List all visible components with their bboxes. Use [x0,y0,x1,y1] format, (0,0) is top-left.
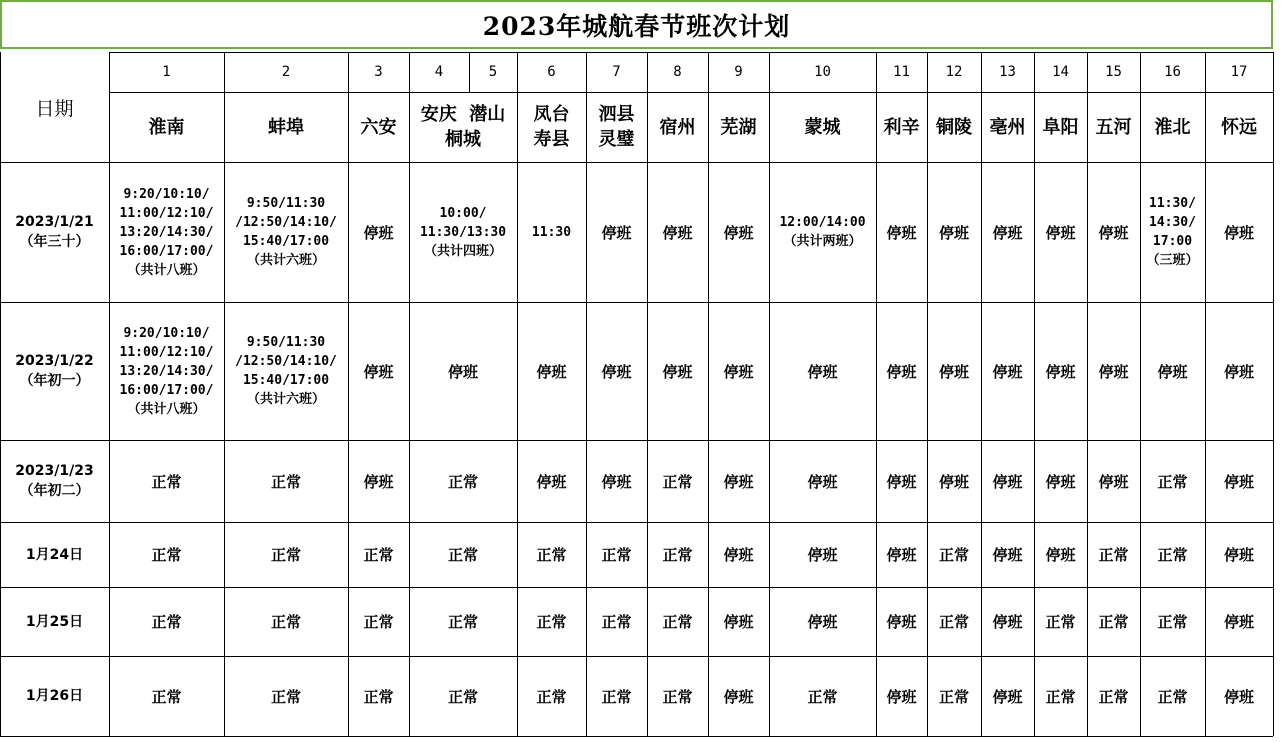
grid-line [1034,52,1035,736]
schedule-cell: 正常 [270,613,301,631]
city-header: 阜阳 [1042,116,1079,138]
column-number: 15 [1105,64,1122,80]
date-cell: 1月26日 [25,688,84,704]
city-header: 亳州 [989,116,1026,138]
column-number: 13 [999,64,1016,80]
grid-line [0,736,1273,737]
schedule-cell: 停班 [601,223,632,242]
schedule-cell: 正常 [1098,687,1129,706]
schedule-cell: 停班 [1098,362,1129,381]
schedule-cell: 正常 [938,546,969,564]
schedule-cell: 停班 [938,472,969,491]
schedule-cell: 停班 [1223,362,1254,381]
schedule-cell: 正常 [662,687,693,706]
schedule-cell: 停班 [723,687,754,706]
schedule-cell: 停班 [807,362,838,381]
column-number: 1 [162,64,171,80]
schedule-cell: 正常 [662,613,693,631]
schedule-cell: 正常 [662,472,693,491]
city-header: 利辛 [883,116,920,138]
schedule-cell: 11:30 [531,224,572,240]
column-number: 17 [1230,64,1248,80]
grid-line [647,52,648,736]
date-cell: 2023/1/23 （年初二） [15,463,94,499]
schedule-cell: 停班 [992,546,1023,564]
city-header: 安庆 潜山 桐城 [420,104,506,150]
schedule-cell: 停班 [536,472,567,491]
schedule-cell: 正常 [270,546,301,564]
city-header: 宿州 [659,116,696,138]
schedule-cell: 停班 [363,223,394,242]
schedule-cell: 停班 [723,472,754,491]
schedule-cell: 正常 [1157,687,1188,706]
schedule-cell: 停班 [886,362,917,381]
schedule-cell: 正常 [1045,613,1076,631]
schedule-cell: 停班 [1098,472,1129,491]
schedule-cell: 停班 [723,362,754,381]
schedule-cell: 正常 [270,472,301,491]
schedule-cell: 正常 [536,613,567,631]
city-header: 泗县 灵璧 [598,104,635,150]
grid-line [876,52,877,736]
schedule-cell: 正常 [447,687,478,706]
schedule-cell: 正常 [447,613,478,631]
schedule-cell: 停班 [662,223,693,242]
schedule-cell: 停班 [992,613,1023,631]
schedule-cell: 停班 [1098,223,1129,242]
schedule-cell: 9:50/11:30 /12:50/14:10/ 15:40/17:00 （共计六班） [235,196,337,268]
schedule-cell: 正常 [1157,613,1188,631]
grid-line [109,52,110,736]
schedule-cell: 正常 [447,546,478,564]
schedule-cell: 停班 [886,546,917,564]
grid-line [769,52,770,736]
date-cell: 2023/1/21 （年三十） [15,214,94,250]
grid-line [409,52,410,736]
schedule-cell: 9:20/10:10/ 11:00/12:10/ 13:20/14:30/ 16:00/17:00/ （共计八班） [119,325,214,417]
schedule-cell: 正常 [601,546,632,564]
schedule-cell: 停班 [886,613,917,631]
schedule-cell: 9:50/11:30 /12:50/14:10/ 15:40/17:00 （共计六班） [235,335,337,407]
schedule-cell: 10:00/ 11:30/13:30 （共计四班） [419,205,507,259]
schedule-cell: 停班 [1223,687,1254,706]
schedule-cell: 停班 [807,613,838,631]
schedule-cell: 停班 [886,223,917,242]
city-header: 芜湖 [720,116,757,138]
schedule-cell: 停班 [1223,613,1254,631]
city-header: 铜陵 [936,116,972,138]
column-number: 14 [1052,64,1069,80]
city-header: 淮北 [1154,116,1191,138]
right-margin [1274,0,1281,742]
schedule-cell: 正常 [151,687,182,706]
schedule-cell: 停班 [807,472,838,491]
column-number: 5 [488,64,498,80]
city-header: 六安 [360,116,397,138]
schedule-cell: 正常 [1045,687,1076,706]
column-number: 7 [612,64,621,80]
date-cell: 1月24日 [25,546,84,563]
column-number: 11 [893,64,910,80]
schedule-cell: 停班 [886,687,917,706]
schedule-cell: 正常 [1157,546,1188,564]
column-number: 10 [814,64,831,80]
column-number: 9 [734,64,743,80]
schedule-cell: 正常 [447,472,478,491]
date-header: 日期 [35,97,74,120]
schedule-cell: 停班 [601,472,632,491]
schedule-cell: 11:30/ 14:30/ 17:00 （三班） [1146,196,1199,268]
schedule-cell: 正常 [151,613,182,631]
city-header: 五河 [1095,116,1132,138]
schedule-cell: 停班 [992,687,1023,706]
grid-line [981,52,982,736]
grid-line [469,52,470,92]
city-header: 蚌埠 [268,116,304,138]
grid-line [348,52,349,736]
grid-line [0,440,1273,441]
city-header: 凤台 寿县 [533,104,570,150]
schedule-cell: 停班 [1223,546,1254,564]
date-cell: 1月25日 [25,613,84,630]
schedule-cell: 停班 [363,362,394,381]
schedule-cell: 正常 [1157,472,1188,491]
city-header: 淮南 [148,116,185,138]
grid-line [0,52,1,736]
grid-line [109,52,1273,53]
schedule-cell: 停班 [363,472,394,491]
grid-line [0,587,1273,588]
schedule-cell: 停班 [536,362,567,381]
schedule-cell: 停班 [886,472,917,491]
grid-line [927,52,928,736]
schedule-cell: 正常 [662,546,693,564]
schedule-cell: 正常 [807,687,838,706]
schedule-cell: 停班 [807,546,838,564]
schedule-cell: 正常 [151,472,182,491]
schedule-cell: 停班 [1157,362,1188,381]
schedule-cell: 正常 [938,613,969,631]
column-number: 4 [434,64,444,80]
column-number: 6 [547,64,556,80]
schedule-cell: 停班 [723,546,754,564]
schedule-cell: 停班 [938,362,969,381]
page-title: 2023年城航春节班次计划 [0,0,1273,49]
schedule-cell: 停班 [601,362,632,381]
column-number: 2 [281,64,291,80]
grid-line [0,302,1273,303]
schedule-cell: 正常 [151,546,182,564]
column-number: 16 [1164,64,1181,80]
schedule-cell: 正常 [601,687,632,706]
schedule-cell: 停班 [1045,223,1076,242]
schedule-cell: 停班 [1223,472,1254,491]
schedule-cell: 停班 [723,223,754,242]
schedule-cell: 正常 [1098,546,1129,564]
grid-line [0,522,1273,523]
schedule-cell: 正常 [601,613,632,631]
schedule-cell: 正常 [536,546,567,564]
schedule-cell: 停班 [447,362,478,381]
schedule-cell: 停班 [1045,472,1076,491]
grid-line [1205,52,1206,736]
schedule-cell: 停班 [1045,546,1076,564]
schedule-cell: 停班 [1223,223,1254,242]
column-number: 12 [945,64,963,80]
schedule-cell: 正常 [363,613,394,631]
date-cell: 2023/1/22 （年初一） [15,353,94,389]
schedule-cell: 正常 [270,687,301,706]
schedule-cell: 12:00/14:00 （共计两班） [779,215,866,249]
schedule-cell: 正常 [363,546,394,564]
grid-line [109,92,1273,93]
schedule-cell: 停班 [662,362,693,381]
schedule-cell: 停班 [723,613,754,631]
schedule-cell: 停班 [992,223,1023,242]
grid-line [0,656,1273,657]
schedule-cell: 停班 [992,362,1023,381]
grid-line [1087,52,1088,736]
column-number: 3 [374,64,383,80]
column-number: 8 [673,64,682,80]
city-header: 怀远 [1221,116,1257,138]
schedule-cell: 停班 [992,472,1023,491]
schedule-cell: 9:20/10:10/ 11:00/12:10/ 13:20/14:30/ 16:00/17:00/ （共计八班） [119,186,214,278]
grid-line [1140,52,1141,736]
grid-line [586,52,587,736]
grid-line [708,52,709,736]
city-header: 蒙城 [804,116,841,138]
schedule-cell: 正常 [1098,613,1129,631]
grid-line [0,162,1273,163]
grid-line [517,52,518,736]
schedule-cell: 停班 [1045,362,1076,381]
schedule-cell: 正常 [363,687,394,706]
schedule-cell: 正常 [536,687,567,706]
schedule-cell: 正常 [938,687,969,706]
grid-line [224,52,225,736]
schedule-cell: 停班 [938,223,969,242]
